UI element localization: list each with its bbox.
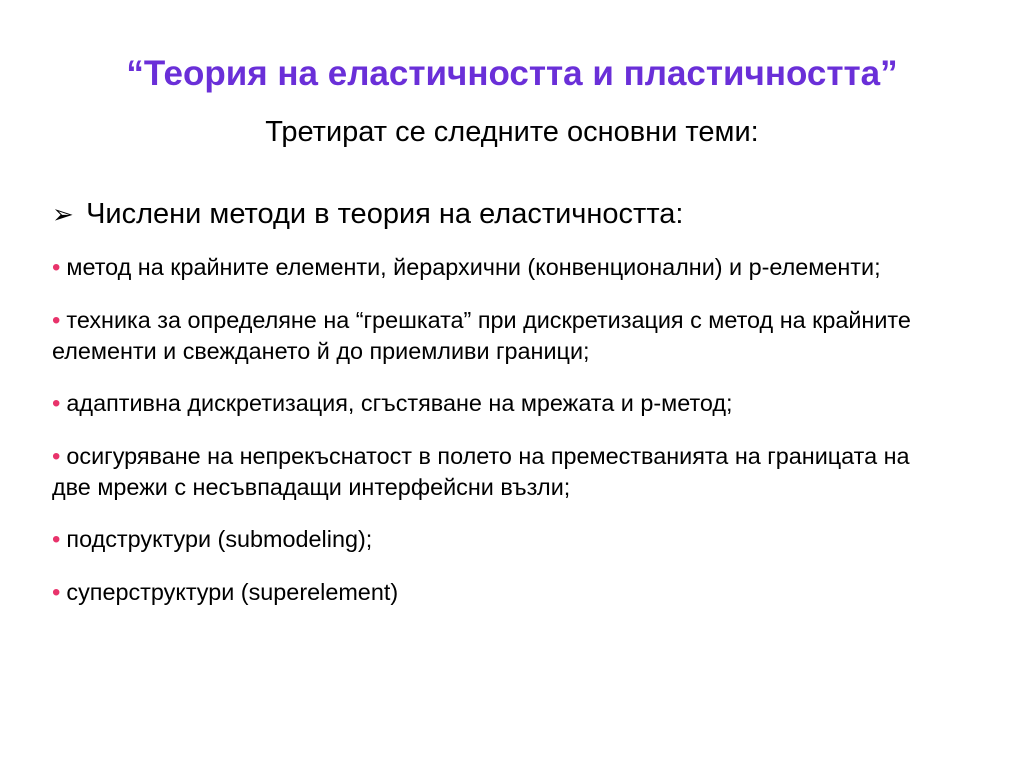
- arrow-bullet-icon: ➢: [52, 199, 74, 229]
- bullet-dot-icon: •: [52, 254, 61, 281]
- list-item-text: адаптивна дискретизация, сгъстяване на мрежата и p-метод;: [66, 390, 733, 416]
- list-item: [52, 252, 942, 283]
- list-item-text: техника за определяне на “грешката” при дискретизация с метод на крайните елементи и свеждането й до приемливи граници;: [52, 307, 911, 364]
- bullet-dot-icon: •: [52, 579, 61, 606]
- list-item: [52, 524, 942, 555]
- list-item: [52, 388, 942, 419]
- slide-subtitle: Третират се следните основни теми:: [265, 116, 759, 148]
- bullet-dot-icon: •: [52, 307, 61, 334]
- list-item-text: суперструктури (superelement): [66, 579, 399, 605]
- list-item-text: подструктури (submodeling);: [66, 526, 373, 552]
- list-item-text: осигуряване на непрекъснатост в полето на преместванията на границата на две мрежи с несъвпадащи интерфейсни възли;: [52, 443, 910, 500]
- bullet-dot-icon: •: [52, 390, 61, 417]
- list-item: [52, 577, 942, 608]
- bullet-dot-icon: •: [52, 443, 61, 470]
- section-heading: [52, 196, 683, 232]
- list-item: [52, 441, 942, 502]
- bullet-dot-icon: •: [52, 526, 61, 553]
- section-heading-text: Числени методи в теория на еластичността:: [86, 198, 684, 230]
- list-item: [52, 305, 942, 366]
- list-item-text: метод на крайните елементи, йерархични (конвенционални) и p-елементи;: [66, 254, 881, 280]
- slide-title: “Теория на еластичността и пластичността”: [126, 54, 898, 93]
- bullet-list: [52, 252, 942, 630]
